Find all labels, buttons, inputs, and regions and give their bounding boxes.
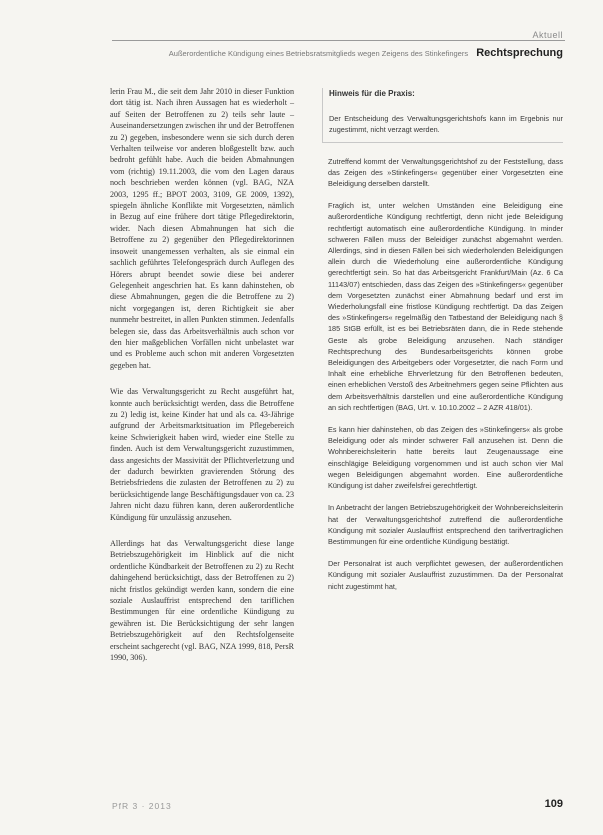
journal-reference: PfR 3 · 2013 [112,801,172,811]
practice-note-intro: Der Entscheidung des Verwaltungsgerichtshofs kann im Ergebnis nur zugestimmt, nicht verzagt werden. [329,114,563,135]
practice-note-box [322,88,563,143]
running-title: Außerordentliche Kündigung eines Betriebsratsmitglieds wegen Zeigens des Stinkefingers [168,49,469,58]
section-name: Rechtsprechung [476,47,563,59]
right-paragraph-1: Zutreffend kommt der Verwaltungsgerichtshof zu der Feststellung, dass das Zeigen des »Stinkefingers« gegenüber einer Vorgesetzten eine Beleidigung derselben darstellt. [328,156,563,189]
header-rule [112,40,565,41]
running-head [169,47,563,59]
practice-note-heading: Hinweis für die Praxis: [329,89,415,98]
right-paragraph-5: Der Personalrat ist auch verpflichtet gewesen, der außerordentlichen Kündigung mit sozialer Auslauffrist zuzustimmen. Da der Personalrat nicht zugestimmt hat, [328,559,563,591]
page-number: 109 [544,798,563,810]
right-column [328,88,563,603]
left-paragraph-3: Allerdings hat das Verwaltungsgericht diese lange Betriebszugehörigkeit im Hinblick auf die nicht ordentliche Kündbarkeit der Betroffenen zu 2) zu Recht dahingehend berücksichtigt, dass der Betroffenen zu 2) nicht fristlos gekündigt werden kann, sondern die eine soziale Auslauffrist entsprechend den tariflichen Bestimmungen für eine ordentliche Kündigung zu gewähren ist. Die Berücksichtigung der sehr langen Betriebszugehörigkeit auf den Rechtsfolgenseite erscheint sachgerecht (vgl. BAG, NZA 1999, 818, PersR 1990, 306). [110,539,294,663]
left-paragraph-2: Wie das Verwaltungsgericht zu Recht ausgeführt hat, konnte auch berücksichtigt werden, dass die Betroffene zu 2) ledig ist, keine Kinder hat und als ca. 43-Jährige aufgrund der Arbeitsmarktsituation im Pflegebereich keine Schwierigkeit haben wird, wieder eine Stelle zu finden. Auch ist dem Verwaltungsgericht zuzustimmen, dass angesichts der Massivität der Pflichtverletzung und der dadurch bewirkten gravierenden Störung des Betriebsfriedens die zulasten der Betroffenen zu 2) zu berücksichtigende lange Beschäftigungsdauer von ca. 23 Jahren nicht dazu führen kann, deren außerordentliche Kündigung für unzulässig anzusehen. [110,387,294,522]
left-column [110,86,294,675]
section-label: Aktuell [532,30,563,40]
right-paragraph-2: Fraglich ist, unter welchen Umständen eine Beleidigung eine außerordentliche Kündigung rechtfertigt, denn nicht jede Beleidigung rechtfertigt automatisch eine außerordentliche Kündigung. In minder schweren Fällen muss der Beleidiger zunächst abgemahnt werden. Allerdings, sind in diesen Fällen bei sich wiederholenden Beleidigungen allein durch die Wiederholung eine außerordentliche Kündigung gerechtfertigt sein. So hat das Arbeitsgericht Frankfurt/Main (Az. 6 Ca 11143/07) entschieden, dass das Zeigen des »Stinkefingers« gegenüber dem Vorgesetzten zunächst einer Abmahnung bedarf und erst im Wiederholungsfall eine fristlose Kündigung rechtfertigt. Da das Zeigen des »Stinkefingers« regelmäßig den Tatbestand der Beleidigung nach § 185 StGB erfüllt, ist es bei Betriebsräten dann, die in Rede stehende Geste als grobe Beleidigung anzusehen. Nach ständiger Rechtsprechung des Bundesarbeitsgerichts können grobe Beleidigungen des Arbeitgebers oder Vorgesetzter, die nach Form und Inhalt eine erhebliche Ehrverletzung für den Betroffenen bedeuten, einen erheblichen Verstoß des Arbeitnehmers gegen seine Pflichten aus dem Arbeitsverhältnis darstellen und eine außerordentliche Kündigung an sich rechtfertigen (BAG, Urt. v. 10.10.2002 – 2 AZR 418/01). [328,201,563,412]
right-paragraph-4: In Anbetracht der langen Betriebszugehörigkeit der Wohnbereichsleiterin hat der Verwaltungsgerichtshof zutreffend die außerordentliche Kündigung mit sozialer Auslauffrist entsprechend den tarifvertraglichen Bestimmungen für eine ordentliche Kündigung bestätigt. [328,503,563,546]
right-paragraph-3: Es kann hier dahinstehen, ob das Zeigen des »Stinkefingers« als grobe Beleidigung oder als minder schwerer Fall anzusehen ist. Denn die Wohnbereichsleiterin hatte bereits laut Zeugenaussage eine einschlägige Beleidigung vorgenommen und ist auch schon vier Mal wegen Beleidigungen abgemahnt worden. Eine außerordentliche Kündigung ist daher zweifelsfrei gerechtfertigt. [328,425,563,491]
left-paragraph-1: lerin Frau M., die seit dem Jahr 2010 in dieser Funktion dort tätig ist. Nach ihren Aussagen hat es wiederholt – auf Seiten der Betroffenen zu 2) teils sehr laute – Auseinandersetzungen zwischen ihr und der Betroffenen zu 2) gegeben, insbesondere wenn sie sich durch deren Verhalten teilweise vor anderen bloßgestellt bzw. auch bedroht gefühlt habe. Auch die beiden Abmahnungen vom (richtig) 19.11.2003, die vom den Lagen daraus noch beschrieben werden können (vgl. BAG, NZA 2003, 1295 ff.; BPOT 2003, 3109, GE 2009, 1392), spiegeln ähnliche Konflikte mit Vorgesetzten, nämlich in Bezug auf eine frühere dort tätige Pflegedirektorin, wider. Nach diesen Abmahnungen hat sich die Betroffene zu 2) gegenüber den Pflegedirektorinnen insoweit unangemessen verhalten, als sie einmal ein sachlich geführtes Telefongespräch durch Auflegen des Hörers abrupt beendet sowie diese bei anderer Gelegenheit angeschrien hat. Es kann dahinstehen, ob diese Abmahnungen, gegen die die Betroffene zu 2) nicht vorgegangen ist, deren Richtigkeit sie aber nunmehr bestreitet, in allen Punkten stimmen. Jedenfalls belegen sie, dass das Arbeitsverhältnis auch schon vor den hier maßgeblichen Vorfällen nicht unbelastet war und es Probleme auch schon mit anderen Vorgesetzten gegeben hat. [110,87,294,370]
